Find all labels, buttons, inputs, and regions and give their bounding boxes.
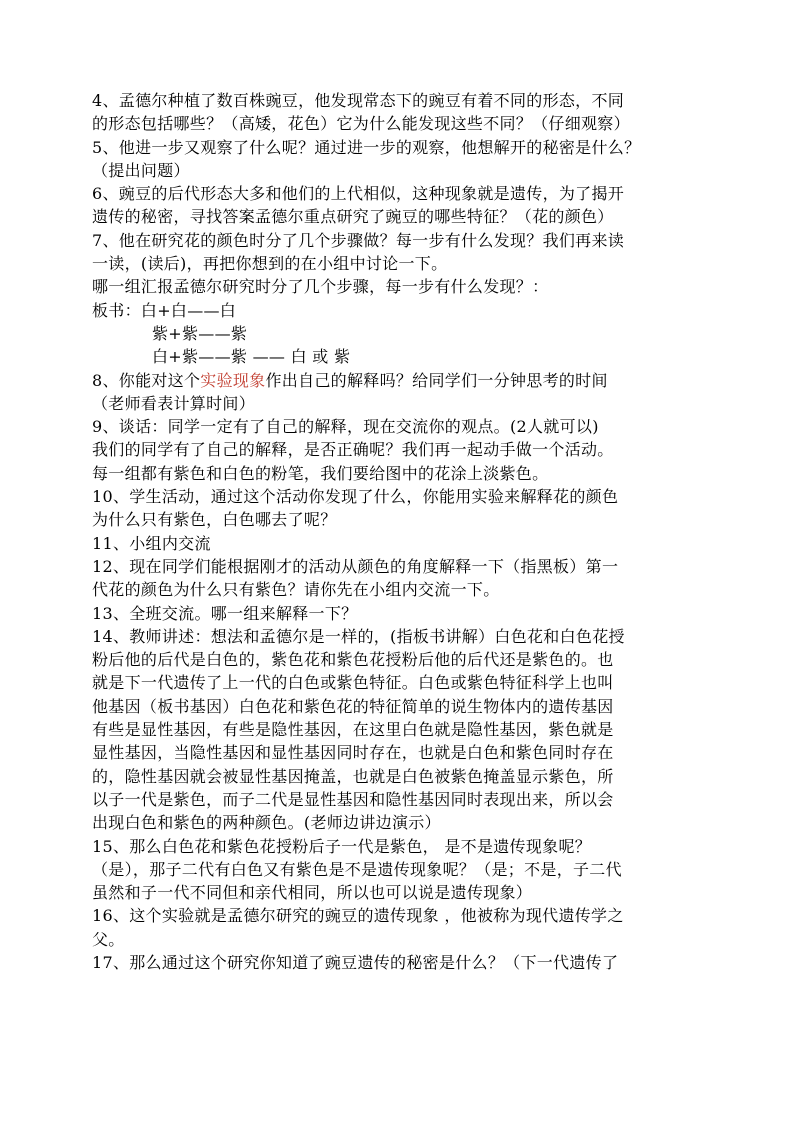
text-segment: 作出自己的解释吗？给同学们一分钟思考的时间 [265,370,608,390]
text-line [92,369,710,392]
text-segment: 8、你能对这个 [92,370,201,390]
text-line: 17、那么通过这个研究你知道了豌豆遗传的秘密是什么？（下一代遗传了 [92,952,619,972]
text-line: 16、这个实验就是孟德尔研究的豌豆的遗传现象 ，他被称为现代遗传学之 [92,906,624,926]
text-line: 以子一代是紫色，而子二代是显性基因和隐性基因同时表现出来，所以会 [92,789,614,809]
text-line: 6、豌豆的后代形态大多和他们的上代相似，这种现象就是遗传，为了揭开 [92,184,625,204]
text-line: 代花的颜色为什么只有紫色？请你先在小组内交流一下。 [92,580,500,600]
text-line: 的，隐性基因就会被显性基因掩盖，也就是白色被紫色掩盖显示紫色，所 [92,766,614,786]
highlighted-term: 实验现象 [200,370,266,390]
text-line: 有些是显性基因，有些是隐性基因，在这里白色就是隐性基因，紫色就是 [92,720,614,740]
text-line: （老师看表计算时间） [92,393,256,413]
board-note-line: 白+紫——紫 —— 白 或 紫 [152,347,351,367]
board-note-line: 板书：白+白——白 [92,300,237,320]
document-page [92,89,710,974]
text-line: 的形态包括哪些？（高矮，花色）它为什么能发现这些不同？（仔细观察） [92,114,630,134]
text-line: 粉后他的后代是白色的，紫色花和紫色花授粉后他的后代还是紫色的。也 [92,650,614,670]
text-line: 13、全班交流。哪一组来解释一下？ [92,603,358,623]
text-line: 14、教师讲述：想法和孟德尔是一样的，(指板书讲解）白色花和白色花授 [92,626,625,646]
text-line: 7、他在研究花的颜色时分了几个步骤做？每一步有什么发现？我们再来读 [92,230,625,250]
text-line: 就是下一代遗传了上一代的白色或紫色特征。白色或紫色特征科学上也叫 [92,673,614,693]
text-line: 为什么只有紫色，白色哪去了呢？ [92,510,337,530]
text-line: （是），那子二代有白色又有紫色是不是遗传现象呢？（是；不是，子二代 [92,859,622,879]
text-line: 10、学生活动，通过这个活动你发现了什么，你能用实验来解释花的颜色 [92,487,619,507]
text-line: 父。 [92,929,125,949]
text-line: 一读，(读后)，再把你想到的在小组中讨论一下。 [92,254,448,274]
text-line: 显性基因，当隐性基因和显性基因同时存在，也就是白色和紫色同时存在 [92,743,614,763]
text-line: 每一组都有紫色和白色的粉笔，我们要给图中的花涂上淡紫色。 [92,463,549,483]
text-line: 4、孟德尔种植了数百株豌豆，他发现常态下的豌豆有着不同的形态，不同 [92,91,625,110]
text-line: 9、谈话：同学一定有了自己的解释，现在交流你的观点。(2人就可以) [92,417,599,437]
text-line: 5、他进一步又观察了什么呢？通过进一步的观察，他想解开的秘密是什么？ [92,137,641,157]
text-line: 虽然和子一代不同但和亲代相同，所以也可以说是遗传现象） [92,883,533,903]
text-line: 12、现在同学们能根据刚才的活动从颜色的角度解释一下（指黑板）第一 [92,556,619,576]
text-line: 遗传的秘密，寻找答案孟德尔重点研究了豌豆的哪些特征？（花的颜色） [92,207,614,227]
text-line: 他基因（板书基因）白色花和紫色花的特征简单的说生物体内的遗传基因 [92,696,614,716]
text-line: （提出问题） [92,160,190,180]
text-line: 出现白色和紫色的两种颜色。(老师边讲边演示） [92,813,441,833]
text-line: 11、小组内交流 [92,533,211,553]
text-line: 哪一组汇报孟德尔研究时分了几个步骤，每一步有什么发现？： [92,277,549,297]
text-line: 15、那么白色花和紫色花授粉后子一代是紫色， 是不是遗传现象呢？ [92,836,592,856]
board-note-line: 紫+紫——紫 [152,323,248,343]
text-line: 我们的同学有了自己的解释，是否正确呢？我们再一起动手做一个活动。 [92,440,614,460]
